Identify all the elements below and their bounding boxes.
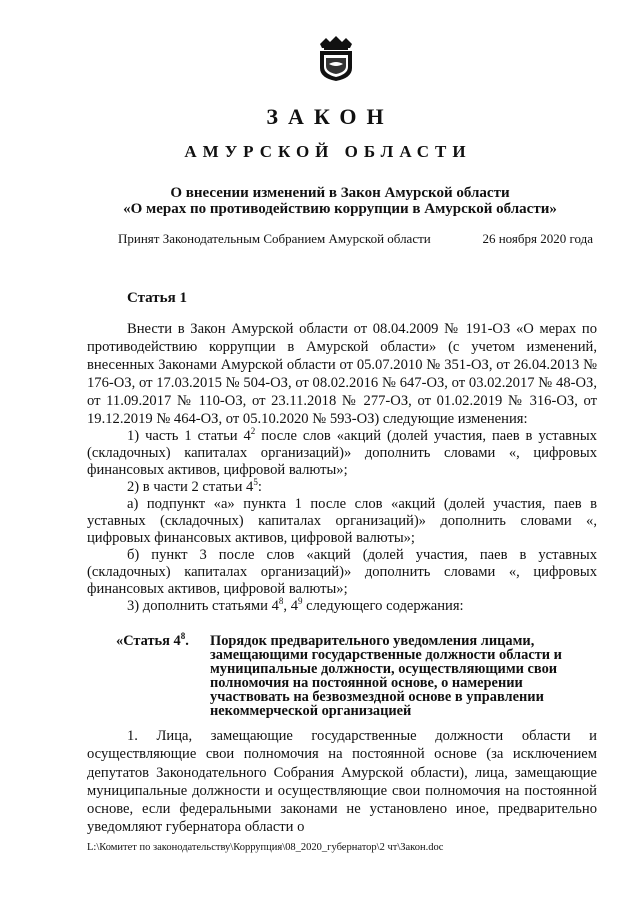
law-title: ЗАКОН bbox=[266, 104, 394, 129]
law-subject bbox=[40, 185, 640, 217]
adopted-by: Принят Законодательным Собранием Амурской области bbox=[118, 231, 431, 246]
subject-line-1: О внесении изменений в Закон Амурской области bbox=[170, 185, 510, 201]
new-article-heading: Порядок предварительного уведомления лицами, замещающими государственные должности области и муниципальные должности, осуществляющими свои полномочия на постоянной основе, о намерении участвовать на безвозмездной основе в управлении некоммерческой организацией bbox=[210, 633, 562, 719]
new-article-body bbox=[87, 727, 597, 837]
region-title: АМУРСКОЙ ОБЛАСТИ bbox=[184, 142, 472, 161]
coat-of-arms-icon bbox=[314, 34, 358, 82]
new-article-4-8 bbox=[116, 631, 606, 719]
point-1: 1. Лица, замещающие государственные должности области и осуществляющие свои полномочия на постоянной основе (за исключением депутатов Законодательного Собрания Амурской области), лица, замещающие муниципальные должности и осуществляющие свои полномочия на постоянной основе, если федеральными законами не установлено иное, предварительно уведомляют губернатора области о bbox=[87, 728, 597, 836]
item-2-sub-b: б) пункт 3 после слов «акций (долей участия, паев в уставных (складочных) капиталах организаций)» дополнить словами «, цифровых финансовых активов, цифровой валюты»; bbox=[87, 547, 597, 597]
article-1-body bbox=[87, 320, 597, 615]
adopted-date: 26 ноября 2020 года bbox=[482, 231, 593, 246]
file-path: L:\Комитет по законодательству\Коррупция\08_2020_губернатор\2 чт\Закон.doc bbox=[87, 842, 444, 853]
subject-line-2: «О мерах по противодействию коррупции в Амурской области» bbox=[123, 201, 557, 217]
item-1: 1) часть 1 статьи $4^2$ после слов «акций (долей участия, паев в уставных (складочных) капиталах организаций)» дополнить словами «, цифровых финансовых активов, цифровой валюты»; bbox=[87, 426, 597, 478]
article-1-intro: Внести в Закон Амурской области от 08.04.2009 № 191-ОЗ «О мерах по противодействию коррупции в Амурской области» (с учетом изменений, внесенных Законами Амурской области от 05.07.2010 № 351-ОЗ, от 26.04.2013 № 176-ОЗ, от 17.03.2015 № 504-ОЗ, от 08.02.2016 № 647-ОЗ, от 03.02.2017 № 48-ОЗ, от 11.09.2017 № 110-ОЗ, от 23.11.2018 № 277-ОЗ, от 01.02.2019 № 316-ОЗ, от 19.12.2019 № 464-ОЗ, от 05.10.2020 № 593-ОЗ) следующие изменения: bbox=[87, 321, 597, 427]
item-3: 3) дополнить статьями $4^8$, $4^9$ следующего содержания: bbox=[127, 596, 464, 614]
item-2: 2) в части 2 статьи $4^5$: bbox=[127, 477, 262, 495]
item-2-sub-a: а) подпункт «а» пункта 1 после слов «акций (долей участия, паев в уставных (складочных) капиталах организаций)» дополнить словами «, цифровых финансовых активов, цифровой валюты»; bbox=[87, 496, 597, 546]
article-1-heading: Статья 1 bbox=[127, 290, 187, 306]
new-article-label: «Статья $4^8$. bbox=[116, 631, 189, 649]
